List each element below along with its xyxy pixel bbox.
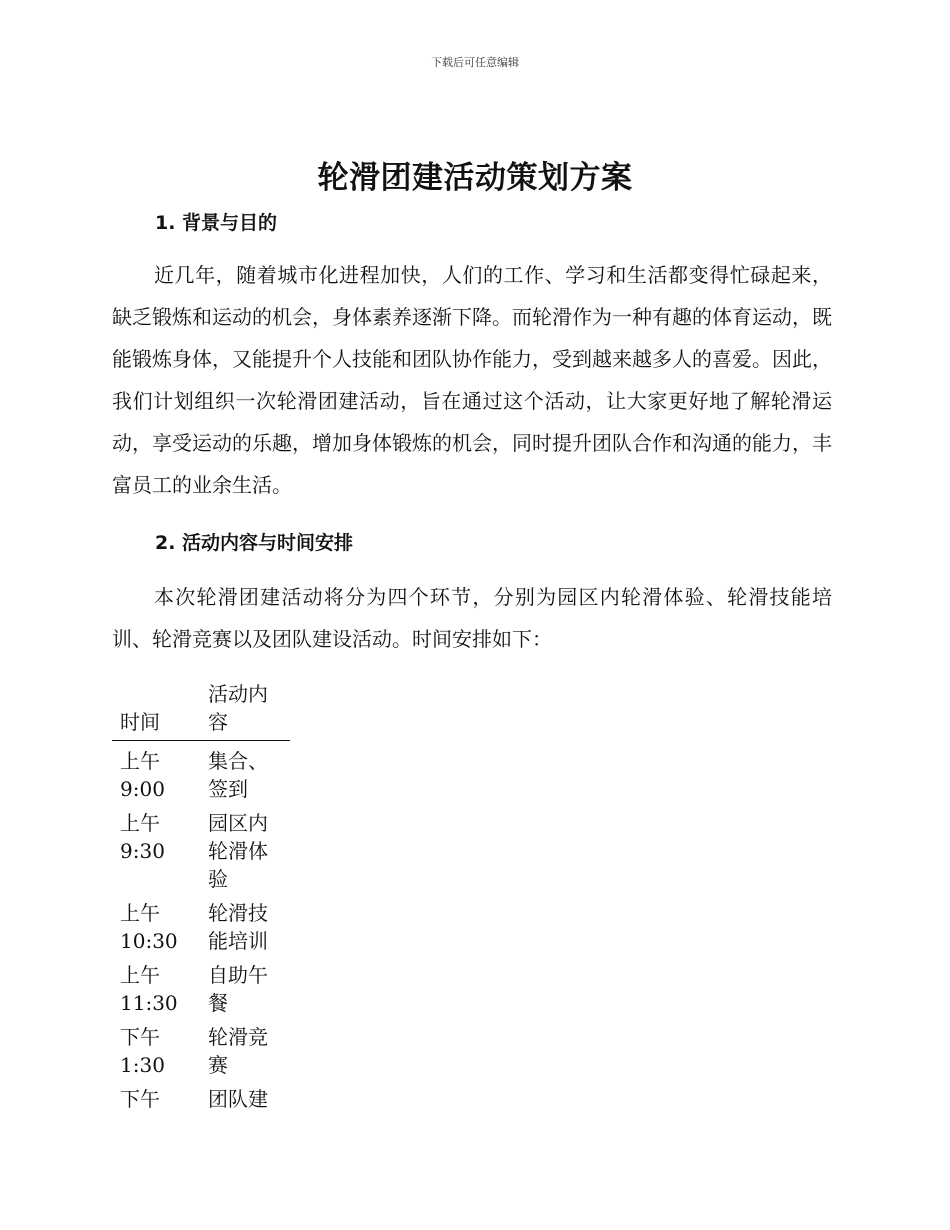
cell-activity: 集合、签到 bbox=[208, 749, 268, 801]
cell-time: 下午 1:30 bbox=[120, 1025, 165, 1077]
table-row bbox=[112, 741, 290, 804]
cell-time: 下午 bbox=[120, 1087, 160, 1111]
cell-activity: 轮滑技能培训 bbox=[208, 901, 268, 953]
table-row bbox=[112, 1079, 290, 1113]
column-header-activity: 活动内容 bbox=[200, 680, 290, 741]
column-header-time: 时间 bbox=[112, 680, 200, 741]
table-row bbox=[112, 1017, 290, 1079]
cell-activity: 自助午餐 bbox=[208, 963, 268, 1015]
table-row bbox=[112, 955, 290, 1017]
cell-time: 上午 9:30 bbox=[120, 811, 165, 863]
section-heading-schedule: 2. 活动内容与时间安排 bbox=[155, 532, 354, 554]
page-header: 下载后可任意编辑 bbox=[431, 56, 519, 69]
table-row bbox=[112, 803, 290, 893]
schedule-table bbox=[112, 680, 290, 1113]
table-row bbox=[112, 893, 290, 955]
cell-activity: 轮滑竞赛 bbox=[208, 1025, 268, 1077]
paragraph-background: 近几年，随着城市化进程加快，人们的工作、学习和生活都变得忙碌起来，缺乏锻炼和运动的机会，身体素养逐渐下降。而轮滑作为一种有趣的体育运动，既能锻炼身体，又能提升个人技能和团队协作能力，受到越来越多人的喜爱。因此，我们计划组织一次轮滑团建活动，旨在通过这个活动，让大家更好地了解轮滑运动，享受运动的乐趣，增加身体锻炼的机会，同时提升团队合作和沟通的能力，丰富员工的业余生活。 bbox=[112, 263, 832, 497]
document-title: 轮滑团建活动策划方案 bbox=[317, 160, 633, 196]
table-header-row bbox=[112, 680, 290, 741]
cell-time: 上午 9:00 bbox=[120, 749, 165, 801]
cell-time: 上午 11:30 bbox=[120, 963, 178, 1015]
cell-activity: 园区内轮滑体验 bbox=[208, 811, 268, 891]
cell-activity: 团队建 bbox=[208, 1087, 268, 1111]
paragraph-schedule-intro: 本次轮滑团建活动将分为四个环节，分别为园区内轮滑体验、轮滑技能培训、轮滑竞赛以及团队建设活动。时间安排如下： bbox=[112, 585, 832, 651]
section-heading-background: 1. 背景与目的 bbox=[155, 212, 278, 234]
cell-time: 上午 10:30 bbox=[120, 901, 178, 953]
